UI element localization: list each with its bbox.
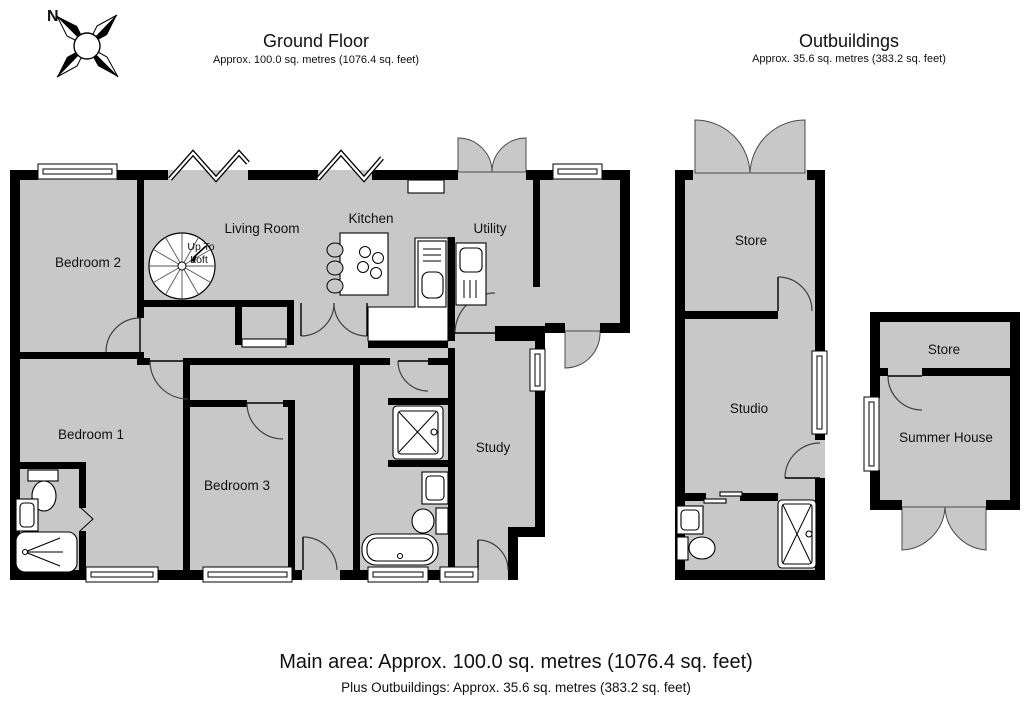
compass-icon: [47, 8, 118, 77]
porch-window: [553, 164, 602, 179]
ground-floor-area: Approx. 100.0 sq. metres (1076.4 sq. feet): [212, 54, 420, 66]
utility-entrance-door-left: [458, 138, 492, 172]
studio-shower-fixture: [778, 500, 816, 568]
ensuite-bath-fixture: [16, 532, 77, 572]
room-label-outbuilding2-store: Store: [927, 342, 961, 357]
outbuilding-store-studio: [675, 120, 827, 580]
bathroom-sink-fixture: [422, 472, 448, 504]
ground-floor-header: [213, 31, 419, 66]
utility-entrance-door-right: [492, 138, 526, 172]
study-side-window: [530, 349, 545, 391]
summer-house-door-left: [902, 507, 945, 550]
summer-house-window: [864, 397, 879, 471]
shower-fixture: [393, 406, 443, 459]
room-label-living-room: Living Room: [224, 221, 300, 236]
store-double-door-left: [695, 120, 750, 173]
studio-window: [812, 351, 827, 434]
outbuildings-header: [752, 31, 946, 65]
room-label-bedroom-3: Bedroom 3: [203, 478, 271, 493]
kitchen-stools: [327, 243, 343, 293]
kitchen-island: [340, 233, 388, 295]
footer-plus-outbuildings: Plus Outbuildings: Approx. 35.6 sq. metres (383.2 sq. feet): [341, 680, 691, 695]
footer-summary: [279, 651, 753, 695]
bathtub-fixture: [362, 534, 438, 565]
bedroom3-window: [203, 567, 292, 582]
room-label-bedroom-2: Bedroom 2: [54, 255, 122, 270]
utility-appliance: [456, 243, 486, 305]
study-entrance-notch: [518, 537, 545, 580]
footer-main-area: Main area: Approx. 100.0 sq. metres (1076.4 sq. feet): [279, 651, 753, 673]
room-label-utility: Utility: [473, 221, 507, 236]
outbuildings-title: Outbuildings: [798, 31, 900, 51]
main-building: [10, 138, 630, 582]
studio-sliding-door: [704, 499, 726, 503]
outbuilding-summer-house: [864, 312, 1020, 550]
bathroom-window: [368, 567, 428, 582]
bathroom-toilet-fixture: [412, 508, 448, 534]
side-entrance-door: [565, 331, 600, 368]
kitchen-sink: [418, 241, 446, 307]
study-window: [440, 567, 478, 582]
studio-toilet-fixture: [677, 537, 715, 560]
room-label-study: Study: [475, 440, 511, 455]
room-label-summer-house: Summer House: [899, 430, 993, 445]
ensuite-sink-fixture: [16, 499, 38, 531]
store-double-door-right: [750, 120, 805, 173]
room-label-bedroom-1: Bedroom 1: [57, 427, 125, 442]
room-label-kitchen: Kitchen: [348, 211, 394, 226]
kitchen-flue-cupboard: [408, 180, 444, 193]
studio-sink-fixture: [677, 506, 703, 534]
room-label-studio: Studio: [729, 401, 769, 416]
bedroom1-window: [86, 567, 158, 582]
summer-house-door-right: [945, 507, 986, 550]
stairs-label-line1: Up To: [187, 241, 215, 253]
bedroom2-window: [38, 164, 117, 179]
closet-shelf: [242, 339, 286, 347]
room-label-store: Store: [734, 233, 768, 248]
compass-north-label: N: [47, 8, 59, 25]
stairs-label-line2: Loft: [190, 254, 208, 266]
ground-floor-title: Ground Floor: [262, 31, 370, 51]
outbuildings-area: Approx. 35.6 sq. metres (383.2 sq. feet): [752, 53, 946, 65]
